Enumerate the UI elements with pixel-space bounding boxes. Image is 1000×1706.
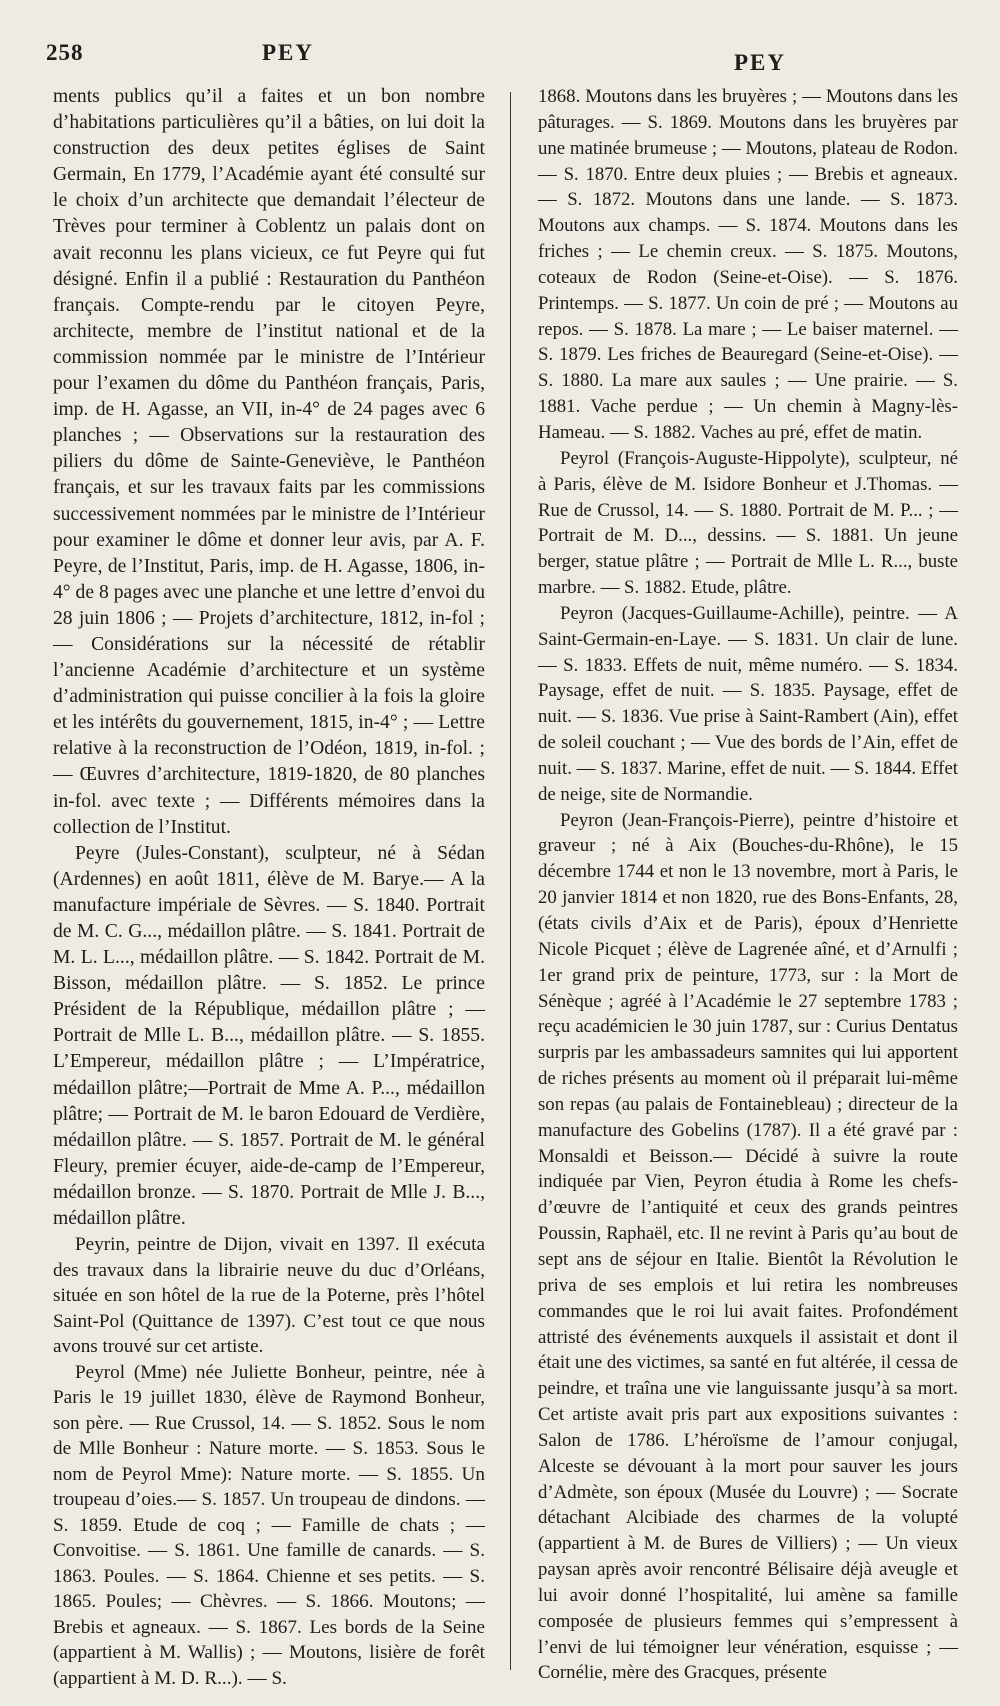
- paragraph-continuation: ments publics qu’il a faites et un bon nombre d’habitations particulières qu’il a bâties, on lui doit la construction des deux petites églises de Saint Germain, En 1779, l’Académie ayant été consulté sur le choix d’un architecte que demandait l’électeur de Trèves pour terminer à Coblentz un palais dont on avait reconnu les plans vicieux, ce fut Peyre qui fut désigné. Enfin il a publié : Restauration du Panthéon français. Compte-rendu par le citoyen Peyre, architecte, membre de l’institut national et de la commission nommée par le ministre de l’Intérieur pour l’examen du dôme du Panthéon français, Paris, imp. de H. Agasse, an VII, in-4° de 24 pages avec 6 planches ; — Observations sur la restauration des piliers du dôme de Sainte-Geneviève, le Panthéon français, et sur les travaux faits par les commissions successivement nommées par le ministre de l’Intérieur pour examiner le dôme et donner leur avis, par A. F. Peyre, de l’Institut, Paris, imp. de H. Agasse, 1806, in-4° de 8 pages avec une planche et une lettre d’envoi du 28 juin 1806 ; — Projets d’architecture, 1812, in-fol ; — Considérations sur la nécessité de rétablir l’ancienne Académie d’architecture et un système d’administration qui puisse concilier à la fois la gloire et les intérêts du gouvernement, 1815, in-4° ; — Lettre relative à la reconstruction de l’Odéon, 1819, in-fol. ; — Œuvres d’architecture, 1819-1820, de 80 planches in-fol. avec texte ; — Différents mémoires dans la collection de l’Institut.: [53, 86, 485, 838]
- column-divider: [510, 92, 511, 1670]
- entry-peyron-jacques: Peyron (Jacques-Guillaume-Achille), peintre. — A Saint-Germain-en-Laye. — S. 1831. Un clair de lune. — S. 1833. Effets de nuit, même numéro. — S. 1834. Paysage, effet de nuit. — S. 1835. Paysage, effet de nuit. — S. 1836. Vue prise à Saint-Rambert (Ain), effet de soleil couchant ; — Vue des bords de l’Ain, effet de nuit. — S. 1837. Marine, effet de nuit. — S. 1844. Effet de neige, site de Normandie.: [538, 602, 958, 805]
- left-column: [53, 84, 485, 1691]
- running-head-left: PEY: [262, 40, 314, 65]
- right-column: [538, 84, 958, 1686]
- page-header: [0, 0, 1000, 80]
- entry-peyrol-mme: Peyrol (Mme) née Juliette Bonheur, peintre, née à Paris le 19 juillet 1830, élève de Raymond Bonheur, son père. — Rue Crussol, 14. — S. 1852. Sous le nom de Mlle Bonheur : Nature morte. — S. 1853. Sous le nom de Peyrol Mme): Nature morte. — S. 1855. Un troupeau d’oies.— S. 1857. Un troupeau de dindons. — S. 1859. Etude de coq ; — Famille de chats ; — Convoitise. — S. 1861. Une famille de canards. — S. 1863. Poules. — S. 1864. Chienne et ses petits. — S. 1865. Poules; — Chèvres. — S. 1866. Moutons; — Brebis et agneaux. — S. 1867. Les bords de la Seine (appartient à M. Wallis) ; — Moutons, lisière de forêt (appartient à M. D. R...). — S.: [53, 1361, 485, 1689]
- paragraph-continuation-right: 1868. Moutons dans les bruyères ; — Moutons dans les pâturages. — S. 1869. Moutons dans les bruyères par une matinée brumeuse ; — Moutons, plateau de Rodon. — S. 1870. Entre deux pluies ; — Brebis et agneaux. — S. 1872. Moutons dans une lande. — S. 1873. Moutons aux champs. — S. 1874. Moutons dans les friches ; — Le chemin creux. — S. 1875. Moutons, coteaux de Rodon (Seine-et-Oise). — S. 1876. Printemps. — S. 1877. Un coin de pré ; — Moutons au repos. — S. 1878. La mare ; — Le baiser maternel. — S. 1879. Les friches de Beauregard (Seine-et-Oise). — S. 1880. La mare aux saules ; — Une prairie. — S. 1881. Vache perdue ; — Un chemin à Magny-lès-Hameau. — S. 1882. Vaches au pré, effet de matin.: [538, 86, 958, 443]
- entry-peyrol-francois: Peyrol (François-Auguste-Hippolyte), sculpteur, né à Paris, élève de M. Isidore Bonheur et J.Thomas. — Rue de Crussol, 14. — S. 1880. Portrait de M. P... ; — Portrait de M. D..., dessins. — S. 1881. Un jeune berger, statue plâtre ; — Portrait de Mlle L. R..., buste marbre. — S. 1882. Etude, plâtre.: [538, 447, 958, 599]
- entry-peyron-jean-francois: Peyron (Jean-François-Pierre), peintre d’histoire et graveur ; né à Aix (Bouches-du-Rhône), le 15 décembre 1744 et non le 13 novembre, mort à Paris, le 20 janvier 1814 et non 1820, rue des Bons-Enfants, 28, (états civils d’Aix et de Paris), époux d’Henriette Nicole Picquet ; élève de Lagrenée aîné, et d’Arnulfi ; 1er grand prix de peinture, 1773, sur : la Mort de Sénèque ; agréé à l’Académie le 27 septembre 1783 ; reçu académicien le 30 juin 1787, sur : Curius Dentatus surpris par les ambassadeurs samnites qui lui apportent de riches présents au moment où il préparait lui-même son repas (au palais de Fontainebleau) ; directeur de la manufacture des Gobelins (1787). Il a été gravé par : Monsaldi et Beisson.— Décidé à suivre la route indiquée par Vien, Peyron étudia à Rome les chefs-d’œuvre de l’antiquité et ceux des grands peintres Poussin, Raphaël, etc. Il ne revint à Paris qu’au bout de sept ans de séjour en Italie. Bientôt la Révolution le priva de ses emplois et lui retira les nombreuses commandes que le roi lui avait faites. Profondément attristé des événements auxquels il assistait et dont il était une des victimes, sa santé en fut altérée, il cessa de peindre, et traîna une vie languissante jusqu’à sa mort. Cet artiste avait pris part aux expositions suivantes : Salon de 1786. L’héroïsme de l’amour conjugal, Alceste se dévouant à la mort pour sauver les jours d’Admète, son époux (Musée du Louvre) ; — Socrate détachant Alcibiade des charmes de la volupté (appartient à M. de Bures de Villiers) ; — Un vieux paysan après avoir rencontré Bélisaire déjà aveugle et lui avoir donné l’hospitalité, lui amène sa famille composée de plusieurs femmes qui s’empressent à l’envi de lui témoigner leur vénération, esquisse ; — Cornélie, mère des Gracques, présente: [538, 809, 958, 1684]
- entry-peyre-jules-constant: Peyre (Jules-Constant), sculpteur, né à Sédan (Ardennes) en août 1811, élève de M. Barye.— A la manufacture impériale de Sèvres. — S. 1840. Portrait de M. C. G..., médaillon plâtre. — S. 1841. Portrait de M. L. L..., médaillon plâtre. — S. 1842. Portrait de M. Bisson, médaillon plâtre. — S. 1852. Le prince Président de la République, médaillon plâtre ; — Portrait de Mlle L. B..., médaillon plâtre. — S. 1855. L’Empereur, médaillon plâtre ; — L’Impératrice, médaillon plâtre;—Portrait de Mme A. P..., médaillon plâtre; — Portrait de M. le baron Edouard de Verdière, médaillon plâtre. — S. 1857. Portrait de M. le général Fleury, premier écuyer, aide-de-camp de l’Empereur, médaillon bronze. — S. 1870. Portrait de Mlle J. B..., médaillon plâtre.: [53, 842, 485, 1230]
- running-head-right: PEY: [734, 50, 786, 75]
- page-number: 258: [46, 40, 84, 65]
- entry-peyrin: Peyrin, peintre de Dijon, vivait en 1397. Il exécuta des travaux dans la librairie neuve du duc d’Orléans, située en son hôtel de la rue de la Poterne, près l’hôtel Saint-Pol (Quittance de 1397). C’est tout ce que nous avons trouvé sur cet artiste.: [53, 1234, 485, 1358]
